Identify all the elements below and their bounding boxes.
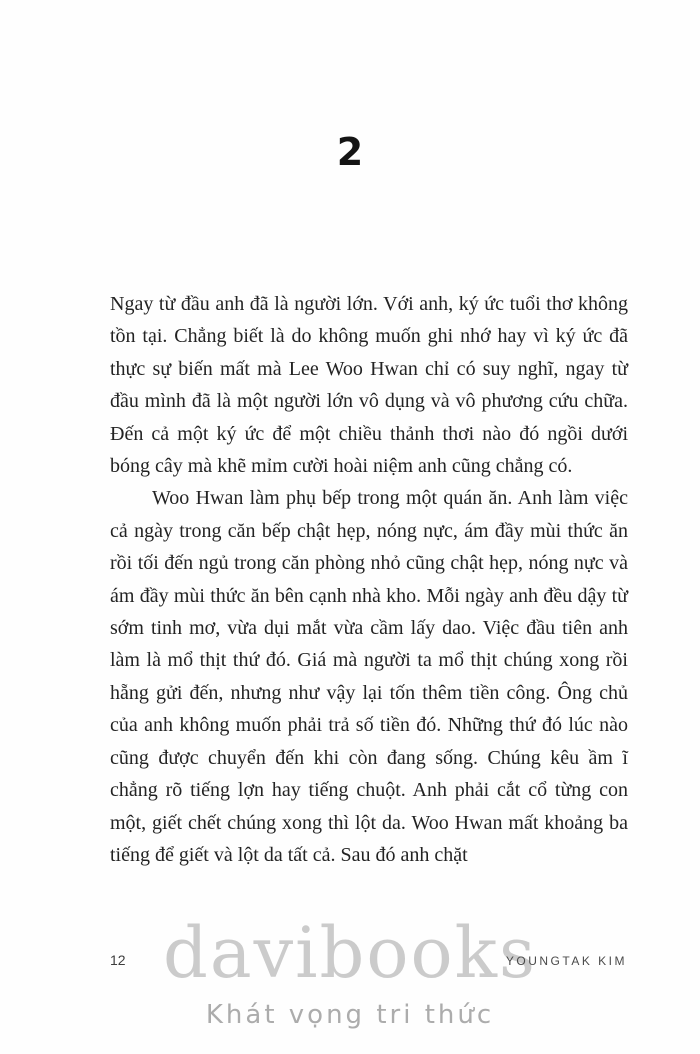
page-number: 12 [110, 952, 126, 968]
paragraph: Woo Hwan làm phụ bếp trong một quán ăn. Anh làm việc cả ngày trong căn bếp chật hẹp, nóng nực, ám đầy mùi thức ăn rồi tối đến ngủ trong căn phòng nhỏ cũng chật hẹp, nóng nực và ám đầy mùi thức ăn bên cạnh nhà kho. Mỗi ngày anh đều dậy từ sớm tinh mơ, vừa dụi mắt vừa cầm lấy dao. Việc đầu tiên anh làm là mổ thịt thứ đó. Giá mà người ta mổ thịt chúng xong rồi hẵng gửi đến, nhưng như vậy lại tốn thêm tiền công. Ông chủ của anh không muốn phải trả số tiền đó. Những thứ đó lúc nào cũng được chuyển đến khi còn đang sống. Chúng kêu ầm ĩ chẳng rõ tiếng lợn hay tiếng chuột. Anh phải cắt cổ từng con một, giết chết chúng xong thì lột da. Woo Hwan mất khoảng ba tiếng để giết và lột da tất cả. Sau đó anh chặt [110, 487, 628, 866]
paragraph: Ngay từ đầu anh đã là người lớn. Với anh, ký ức tuổi thơ không tồn tại. Chẳng biết là do không muốn ghi nhớ hay vì ký ức đã thực sự biến mất mà Lee Woo Hwan chỉ có suy nghĩ, ngay từ đầu mình đã là một người lớn vô dụng và vô phương cứu chữa. Đến cả một ký ức để một chiều thảnh thơi nào đó ngồi dưới bóng cây mà khẽ mỉm cười hoài niệm anh cũng chẳng có. [110, 293, 628, 478]
body-text [110, 288, 628, 871]
watermark-slogan: Khát vọng tri thức [205, 1000, 495, 1030]
chapter-number: 2 [336, 130, 364, 174]
author-name: YOUNGTAK KIM [505, 954, 627, 968]
watermark-logo-text: davibooks [163, 912, 537, 994]
